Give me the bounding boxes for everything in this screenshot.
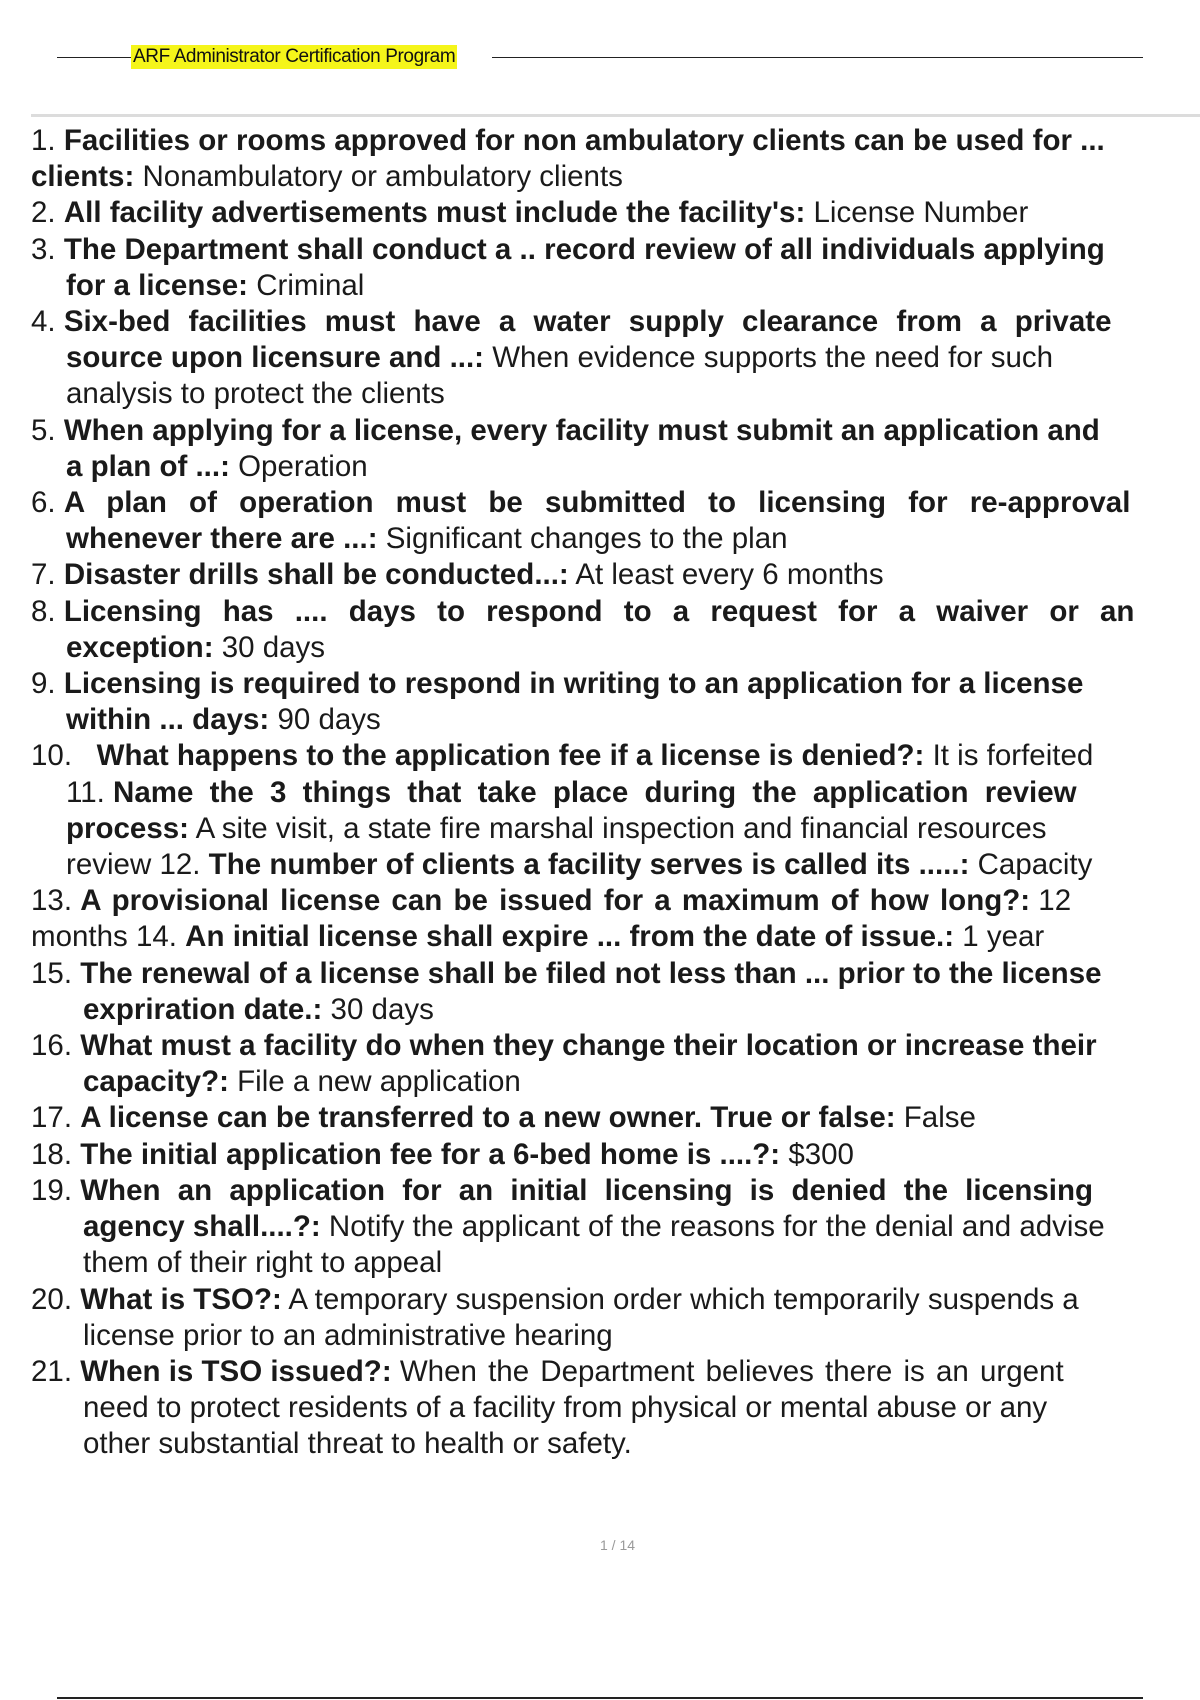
list-item bbox=[31, 232, 1200, 304]
header-rule-left bbox=[57, 57, 132, 58]
question-text-continued: agency shall....?: bbox=[83, 1210, 321, 1244]
question-text: A provisional license can be issued for a maximum of how long?: bbox=[80, 884, 1031, 918]
list-item bbox=[31, 195, 1200, 231]
list-item bbox=[31, 1282, 1200, 1354]
item-number: 11. bbox=[66, 775, 105, 809]
top-divider bbox=[31, 114, 1200, 117]
answer-text: When evidence supports the need for such bbox=[492, 341, 1054, 375]
list-item bbox=[31, 413, 1200, 485]
list-item bbox=[31, 557, 1200, 593]
list-item bbox=[31, 883, 1200, 955]
answer-text: A temporary suspension order which temporarily suspends a bbox=[288, 1282, 1079, 1316]
answer-text: File a new application bbox=[237, 1065, 521, 1099]
answer-text-continued: months bbox=[31, 920, 128, 954]
item-number: 16. bbox=[31, 1029, 73, 1063]
question-text: The initial application fee for a 6-bed home is ....?: bbox=[80, 1137, 781, 1171]
list-item bbox=[31, 1028, 1200, 1100]
list-item bbox=[31, 1173, 1200, 1282]
item-number: 13. bbox=[31, 884, 73, 918]
list-item bbox=[31, 304, 1200, 413]
item-number: 7. bbox=[31, 558, 56, 592]
bottom-divider bbox=[57, 1697, 1143, 1699]
question-text: What is TSO?: bbox=[80, 1282, 282, 1316]
question-text: A license can be transferred to a new owner. True or false: bbox=[80, 1101, 896, 1135]
item-number: 5. bbox=[31, 413, 56, 447]
list-item bbox=[31, 666, 1200, 738]
question-text: The number of clients a facility serves is called its .....: bbox=[208, 848, 970, 882]
answer-text: False bbox=[903, 1101, 976, 1135]
question-text: What must a facility do when they change their location or increase their bbox=[80, 1029, 1097, 1063]
answer-text: 30 days bbox=[330, 992, 434, 1026]
answer-text: Criminal bbox=[256, 268, 365, 302]
answer-text: License Number bbox=[813, 196, 1029, 230]
question-text-continued: clients: bbox=[31, 160, 135, 194]
item-number: 15. bbox=[31, 956, 73, 990]
answer-text: Nonambulatory or ambulatory clients bbox=[142, 160, 623, 194]
question-text: When is TSO issued?: bbox=[80, 1354, 392, 1388]
question-text: Disaster drills shall be conducted...: bbox=[63, 558, 569, 592]
item-number: 12. bbox=[159, 848, 201, 882]
answer-text: 90 days bbox=[277, 703, 381, 737]
answer-text: $300 bbox=[788, 1137, 854, 1171]
question-text: An initial license shall expire ... from the date of issue.: bbox=[185, 920, 955, 954]
question-text: The Department shall conduct a .. record review of all individuals applying bbox=[63, 232, 1105, 266]
question-text-continued: within ... days: bbox=[66, 703, 270, 737]
page-header bbox=[57, 44, 1143, 72]
list-item bbox=[31, 1354, 1200, 1463]
item-number: 2. bbox=[31, 196, 56, 230]
answer-text-continued: them of their right to appeal bbox=[83, 1246, 443, 1280]
list-item bbox=[31, 775, 1200, 884]
answer-text-continued: other substantial threat to health or safety. bbox=[83, 1427, 632, 1461]
question-text-continued: a plan of ...: bbox=[66, 449, 230, 483]
question-text: When applying for a license, every facility must submit an application and bbox=[63, 413, 1100, 447]
answer-text: A site visit, a state fire marshal inspection and financial resources bbox=[195, 811, 1047, 845]
item-number: 14. bbox=[135, 920, 177, 954]
question-text: The renewal of a license shall be filed not less than ... prior to the license bbox=[80, 956, 1102, 990]
list-item bbox=[31, 1100, 1200, 1136]
question-text: Name the 3 things that take place during the application review bbox=[113, 775, 1077, 809]
answer-text: It is forfeited bbox=[932, 739, 1094, 773]
question-text-continued: exception: bbox=[66, 630, 214, 664]
item-number: 10. bbox=[31, 739, 73, 773]
answer-text: At least every 6 months bbox=[575, 558, 884, 592]
answer-text-continued: need to protect residents of a facility from physical or mental abuse or any bbox=[83, 1391, 1048, 1425]
answer-text-continued: analysis to protect the clients bbox=[66, 377, 445, 411]
question-text: All facility advertisements must include the facility's: bbox=[63, 196, 806, 230]
header-rule-right bbox=[492, 57, 1143, 58]
list-item bbox=[31, 738, 1200, 774]
question-text: Facilities or rooms approved for non ambulatory clients can be used for ... bbox=[63, 124, 1105, 157]
list-item bbox=[31, 123, 1200, 195]
answer-text: Capacity bbox=[977, 848, 1093, 882]
list-item bbox=[31, 956, 1200, 1028]
question-list bbox=[31, 123, 1200, 1473]
answer-text: 12 bbox=[1038, 884, 1072, 918]
item-number: 8. bbox=[31, 594, 56, 628]
list-item bbox=[31, 1137, 1200, 1173]
item-number: 9. bbox=[31, 667, 56, 701]
item-number: 18. bbox=[31, 1137, 73, 1171]
question-text: Licensing is required to respond in writing to an application for a license bbox=[63, 667, 1084, 701]
answer-text: 1 year bbox=[962, 920, 1045, 954]
question-text-continued: capacity?: bbox=[83, 1065, 229, 1099]
question-text: When an application for an initial licensing is denied the licensing bbox=[80, 1173, 1094, 1207]
question-text-continued: process: bbox=[66, 811, 189, 845]
answer-text-continued: license prior to an administrative hearing bbox=[83, 1318, 613, 1352]
list-item bbox=[31, 594, 1200, 666]
item-number: 6. bbox=[31, 486, 56, 520]
page-number: 1 / 14 bbox=[599, 1537, 636, 1553]
item-number: 20. bbox=[31, 1282, 73, 1316]
list-item bbox=[31, 485, 1200, 557]
item-number: 21. bbox=[31, 1354, 73, 1388]
item-number: 17. bbox=[31, 1101, 73, 1135]
question-text: A plan of operation must be submitted to licensing for re-approval bbox=[63, 486, 1131, 520]
question-text-continued: for a license: bbox=[66, 268, 248, 302]
item-number: 1. bbox=[31, 124, 56, 157]
answer-text: 30 days bbox=[221, 630, 326, 664]
item-number: 3. bbox=[31, 232, 56, 266]
question-text-continued: expriration date.: bbox=[83, 992, 323, 1026]
answer-text: Significant changes to the plan bbox=[385, 522, 788, 556]
answer-text: Operation bbox=[238, 449, 368, 483]
answer-text: Notify the applicant of the reasons for the denial and advise bbox=[328, 1210, 1105, 1244]
question-text: What happens to the application fee if a license is denied?: bbox=[96, 739, 925, 773]
header-title: ARF Administrator Certification Program bbox=[133, 46, 456, 67]
question-text-continued: source upon licensure and ...: bbox=[66, 341, 484, 375]
question-text-continued: whenever there are ...: bbox=[66, 522, 378, 556]
item-number: 4. bbox=[31, 305, 56, 339]
item-number: 19. bbox=[31, 1173, 73, 1207]
question-text: Six-bed facilities must have a water supply clearance from a private bbox=[63, 305, 1112, 339]
question-text: Licensing has .... days to respond to a request for a waiver or an bbox=[63, 594, 1135, 628]
answer-text: When the Department believes there is an urgent bbox=[399, 1354, 1064, 1388]
answer-text-continued: review bbox=[66, 848, 152, 882]
